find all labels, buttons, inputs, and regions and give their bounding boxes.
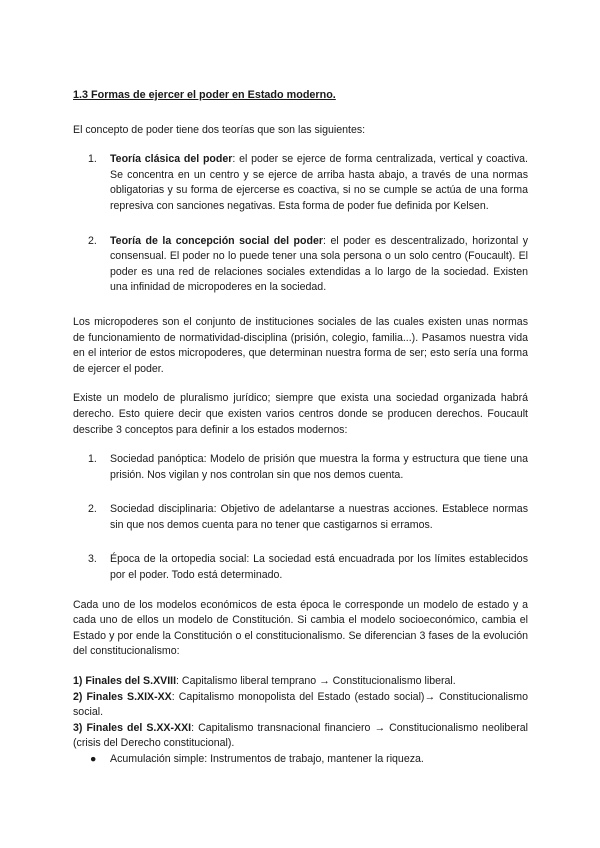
section-heading: 1.3 Formas de ejercer el poder en Estado moderno. <box>73 89 336 101</box>
society-item-1 <box>73 452 528 483</box>
modelos-paragraph: Cada uno de los modelos económicos de esta época le corresponde un modelo de estado y a cada uno de ellos un modelo de Constitución. Si cambia el modelo socioeconómico, cambia el Estado y por ende la Constitución o el constitucionalismo. Se diferencian 3 fases de la evolución del constitucionalismo: <box>73 598 528 658</box>
document-body <box>73 88 528 768</box>
list-number: 1. <box>88 453 97 466</box>
phase-label: 2) Finales S.XIX-XX <box>73 690 172 703</box>
phase-label: 3) Finales del S.XX-XXI <box>73 721 192 734</box>
theory-text: : el poder se ejerce de forma centralizada, vertical y coactiva. Se concentra en un centro y se ejerce de arriba hasta abajo, a través de una normas obligatorias y su forma de ejercerse es coactiva, si no se cumple se actúa de una forma represiva con sanciones negativas. Esta forma de poder fue definida por Kelsen. <box>110 153 528 212</box>
list-number: 1. <box>88 153 97 166</box>
phase-text: : Capitalismo monopolista del Estado (estado social)→ Constitucionalismo social. <box>73 690 528 719</box>
intro-paragraph: El concepto de poder tiene dos teorías que son las siguientes: <box>73 123 366 136</box>
phase-item-1 <box>73 674 528 690</box>
list-number: 2. <box>88 503 97 516</box>
theory-item-2 <box>73 234 528 296</box>
phase-item-2 <box>73 690 528 721</box>
society-item-2 <box>73 502 528 533</box>
phase-item-3 <box>73 721 528 752</box>
bullet-dot-icon: ● <box>90 753 97 765</box>
phase-text: : Capitalismo transnacional financiero → Constitucionalismo neoliberal (crisis del Derecho constitucional). <box>73 721 528 750</box>
theory-term: Teoría clásica del poder <box>110 153 233 166</box>
society-text: Sociedad disciplinaria: Objetivo de adelantarse a nuestras acciones. Establece normas sin que nos demos cuenta para no tener que castigarnos si erramos. <box>110 503 528 531</box>
society-text: Época de la ortopedia social: La sociedad está encuadrada por los límites establecidos por el poder. Todo está determinado. <box>110 553 528 582</box>
micropoderes-paragraph: Los micropoderes son el conjunto de instituciones sociales de las cuales existen unas normas de funcionamiento de normatividad-disciplina (prisión, colegio, familia...). Pasamos nuestra vida en el interior de estos micropoderes, que determinan nuestra forma de ser; esto sería una forma de ejercer el poder. <box>73 315 528 375</box>
bullet-text: Acumulación simple: Instrumentos de trabajo, mantener la riqueza. <box>110 753 424 765</box>
phases-list <box>73 674 528 768</box>
society-text: Sociedad panóptica: Modelo de prisión que muestra la forma y estructura que tiene una prisión. Nos vigilan y nos controlan sin que nos demos cuenta. <box>110 453 528 481</box>
theory-term: Teoría de la concepción social del poder <box>110 234 323 247</box>
theories-list <box>73 152 528 296</box>
phase-label: 1) Finales del S.XVIII <box>73 675 177 688</box>
list-number: 3. <box>88 553 97 566</box>
theory-item-1 <box>73 152 528 214</box>
societies-list <box>73 452 528 584</box>
bullet-item <box>73 752 528 768</box>
society-item-3 <box>73 552 528 583</box>
list-number: 2. <box>88 234 97 247</box>
pluralismo-paragraph: Existe un modelo de pluralismo jurídico; siempre que exista una sociedad organizada habrá derecho. Esto quiere decir que existen varios centros donde se producen derechos. Foucault describe 3 conceptos para definir a los estados modernos: <box>73 392 528 436</box>
theory-text: : el poder es descentralizado, horizontal y consensual. El poder no lo puede tener una sola persona o un solo centro (Foucault). El poder es una red de relaciones sociales extendidas a lo largo de la sociedad. Existen una infinidad de micropoderes en la sociedad. <box>110 234 529 294</box>
phase-text: : Capitalismo liberal temprano → Constitucionalismo liberal. <box>176 675 456 688</box>
